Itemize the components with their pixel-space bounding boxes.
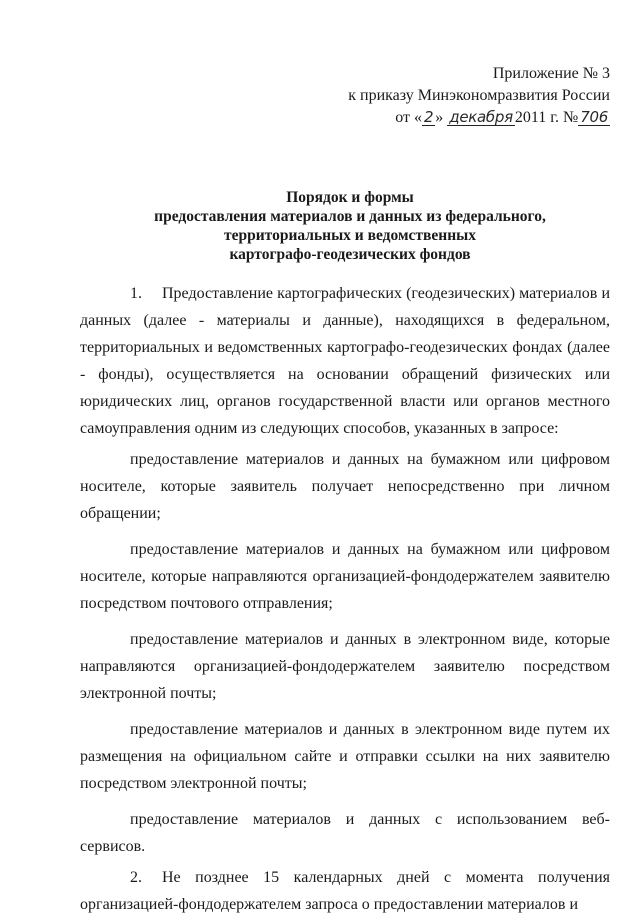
list-item: предоставление материалов и данных в электронном виде, которые направляются организацией-фондодержателем заявителю посредством электронной почты; [80, 631, 610, 702]
list-item: предоставление материалов и данных с использованием веб-сервисов. [80, 811, 610, 855]
appendix-month: декабря [449, 108, 513, 126]
paragraph-number: 1. [130, 285, 142, 302]
paragraph-text: Предоставление картографических (геодезических) материалов и данных (далее - материалы и данные), находящихся в федеральном, территориальных и ведомственных картографо-геодезических фондах (далее - фонды), осуществляется на основании обращений физических или юридических лиц, органов государственной власти или органов местного самоуправления одним из следующих способов, указанных в запросе: [80, 285, 610, 437]
title-line-4: картографо-геодезических фондов [229, 246, 471, 263]
appendix-date-line [310, 107, 610, 129]
document-title [80, 188, 620, 264]
paragraph-1 [80, 280, 610, 442]
appendix-label: Приложение № 3 [492, 65, 610, 82]
title-line-2: предоставления материалов и данных из федерального, [154, 208, 546, 225]
list-item: предоставление материалов и данных на бумажном или цифровом носителе, которые заявитель получает непосредственно при личном обращении; [80, 451, 610, 522]
appendix-close-quote: » [435, 109, 444, 126]
paragraph-number: 2. [130, 869, 142, 886]
list-item: предоставление материалов и данных на бумажном или цифровом носителе, которые направляются организацией-фондодержателем заявителю посредством почтового отправления; [80, 541, 610, 612]
document-body [80, 280, 610, 918]
list-item: предоставление материалов и данных в электронном виде путем их размещения на официальном сайте и отправки ссылки на них заявителю посредством электронной почты; [80, 721, 610, 792]
appendix-order-ref: к приказу Минэкономразвития России [348, 87, 610, 104]
appendix-header [310, 63, 610, 129]
title-line-1: Порядок и формы [286, 189, 414, 206]
paragraph-2 [80, 864, 610, 918]
appendix-from: от « [395, 109, 423, 126]
appendix-day: 2 [424, 108, 434, 126]
appendix-year: 2011 г. № [514, 109, 579, 126]
paragraph-text: Не позднее 15 календарных дней с момента получения организацией-фондодержателем запроса о предоставлении материалов и [80, 869, 610, 913]
title-line-3: территориальных и ведомственных [224, 227, 476, 244]
appendix-number: 706 [580, 108, 608, 126]
